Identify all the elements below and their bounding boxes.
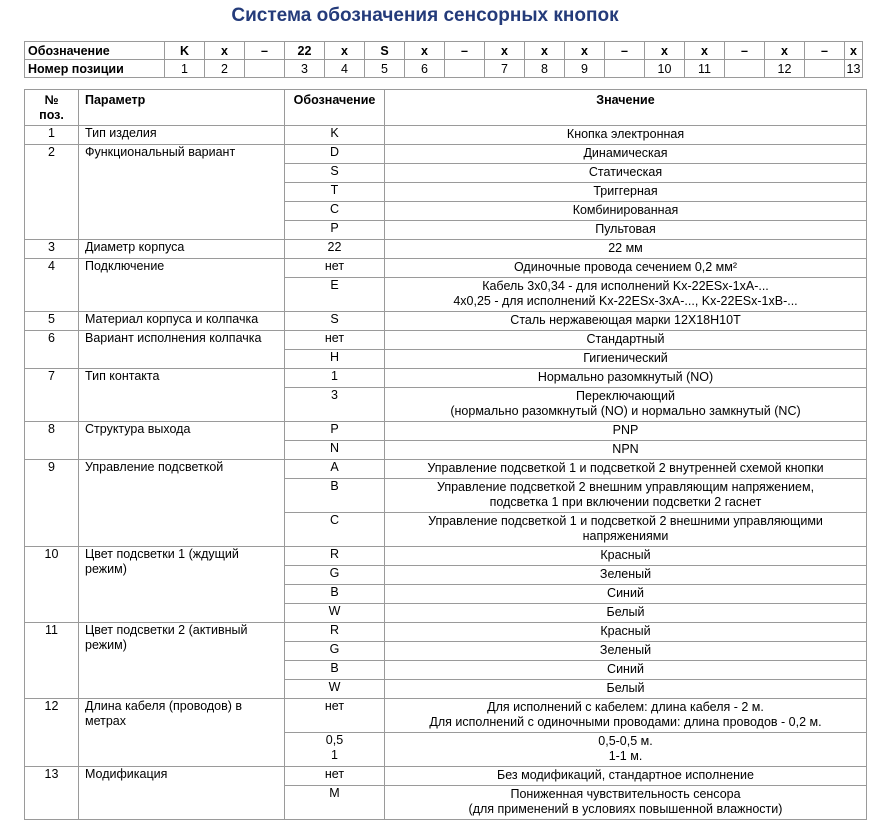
designation-value: Гигиенический [385,350,867,369]
code-cell: x [685,42,725,60]
designation-code: нет [285,259,385,278]
position-cell: 9 [565,60,605,78]
designation-code: нет [285,331,385,350]
code-cell: x [765,42,805,60]
code-cell: – [245,42,285,60]
designation-value: NPN [385,441,867,460]
code-cell: – [605,42,645,60]
code-cell: x [405,42,445,60]
parameter-spec-table [24,89,867,820]
position-number: 11 [25,623,79,699]
designation-value: Нормально разомкнутый (NO) [385,369,867,388]
designation-code: R [285,547,385,566]
designation-value: Для исполнений с кабелем: длина кабеля - 2 м. Для исполнений с одиночными проводами: длина проводов - 0,2 м. [385,699,867,733]
parameter-name: Вариант исполнения колпачка [79,331,285,369]
position-number: 4 [25,259,79,312]
parameter-name: Тип изделия [79,126,285,145]
designation-code: D [285,145,385,164]
header-value: Значение [385,90,867,126]
position-row [25,60,863,78]
code-cell: x [565,42,605,60]
designation-value: Без модификаций, стандартное исполнение [385,767,867,786]
parameter-name: Цвет подсветки 2 (активный режим) [79,623,285,699]
page-title: Система обозначения сенсорных кнопок [231,5,619,26]
code-cell: S [365,42,405,60]
position-number: 10 [25,547,79,623]
designation-value: 0,5-0,5 м. 1-1 м. [385,733,867,767]
header-num: № поз. [25,90,79,126]
table-row [25,240,867,259]
table-row [25,460,867,479]
table-row [25,145,867,164]
designation-code: S [285,312,385,331]
position-cell: 12 [765,60,805,78]
designation-code: B [285,661,385,680]
designation-code: M [285,786,385,820]
designation-code: E [285,278,385,312]
designation-value: Стандартный [385,331,867,350]
designation-value: Белый [385,604,867,623]
designation-code: 0,5 1 [285,733,385,767]
designation-code: 1 [285,369,385,388]
designation-code: H [285,350,385,369]
designation-code: 22 [285,240,385,259]
designation-value: Переключающий (нормально разомкнутый (NO) и нормально замкнутый (NC) [385,388,867,422]
position-cell [245,60,285,78]
code-row [25,42,863,60]
table-row [25,699,867,733]
designation-code: N [285,441,385,460]
code-cell: x [325,42,365,60]
header-param: Параметр [79,90,285,126]
code-cell: x [645,42,685,60]
table-row [25,331,867,350]
table-row [25,312,867,331]
designation-code: T [285,183,385,202]
position-number: 13 [25,767,79,820]
code-cell: x [485,42,525,60]
parameter-name: Длина кабеля (проводов) в метрах [79,699,285,767]
code-cell: x [845,42,863,60]
position-cell: 5 [365,60,405,78]
designation-code: 3 [285,388,385,422]
position-number: 3 [25,240,79,259]
designation-code: C [285,202,385,221]
position-cell: 1 [165,60,205,78]
parameter-name: Модификация [79,767,285,820]
designation-value: Кабель 3х0,34 - для исполнений Kx-22ESx-1xA-... 4х0,25 - для исполнений Kx-22ESx-3xA-..., Kx-22ESx-1xB-... [385,278,867,312]
table-row [25,623,867,642]
designation-value: 22 мм [385,240,867,259]
position-cell: 4 [325,60,365,78]
position-cell [605,60,645,78]
designation-code: P [285,221,385,240]
designation-value: Комбинированная [385,202,867,221]
parameter-name: Управление подсветкой [79,460,285,547]
designation-value: Триггерная [385,183,867,202]
spec-body [25,126,867,820]
position-cell: 3 [285,60,325,78]
position-cell: 6 [405,60,445,78]
designation-code: R [285,623,385,642]
position-number: 12 [25,699,79,767]
designation-code: G [285,566,385,585]
designation-value: Пультовая [385,221,867,240]
designation-value: Зеленый [385,566,867,585]
position-number: 9 [25,460,79,547]
designation-value: Пониженная чувствительность сенсора (для применений в условиях повышенной влажности) [385,786,867,820]
designation-code: A [285,460,385,479]
position-number: 8 [25,422,79,460]
table-row [25,422,867,441]
designation-value: Красный [385,623,867,642]
designation-value: PNP [385,422,867,441]
designation-code: C [285,513,385,547]
code-cell: K [165,42,205,60]
position-number: 6 [25,331,79,369]
parameter-name: Функциональный вариант [79,145,285,240]
parameter-name: Материал корпуса и колпачка [79,312,285,331]
designation-value: Кнопка электронная [385,126,867,145]
designation-code: B [285,479,385,513]
position-number: 1 [25,126,79,145]
designation-code-table [24,41,863,78]
designation-value: Одиночные провода сечением 0,2 мм² [385,259,867,278]
position-number: 5 [25,312,79,331]
code-cell: 22 [285,42,325,60]
position-cell: 10 [645,60,685,78]
spec-header-row [25,90,867,126]
designation-value: Зеленый [385,642,867,661]
table-row [25,547,867,566]
position-cell: 13 [845,60,863,78]
code-cell: – [805,42,845,60]
designation-code: P [285,422,385,441]
parameter-name: Диаметр корпуса [79,240,285,259]
position-cell: 11 [685,60,725,78]
position-cell [445,60,485,78]
designation-value: Белый [385,680,867,699]
designation-code: W [285,604,385,623]
designation-value: Красный [385,547,867,566]
parameter-name: Структура выхода [79,422,285,460]
table-row [25,126,867,145]
code-cell: x [525,42,565,60]
designation-code: W [285,680,385,699]
table-row [25,369,867,388]
designation-value: Управление подсветкой 1 и подсветкой 2 внешними управляющими напряжениями [385,513,867,547]
header-code: Обозначение [285,90,385,126]
table-row [25,259,867,278]
designation-code: нет [285,699,385,733]
parameter-name: Тип контакта [79,369,285,422]
designation-value: Синий [385,585,867,604]
designation-value: Статическая [385,164,867,183]
designation-code: B [285,585,385,604]
designation-value: Управление подсветкой 1 и подсветкой 2 внутренней схемой кнопки [385,460,867,479]
designation-value: Динамическая [385,145,867,164]
code-row-label: Обозначение [25,42,165,60]
designation-code: нет [285,767,385,786]
position-cell [805,60,845,78]
designation-code: S [285,164,385,183]
position-number: 7 [25,369,79,422]
designation-code: G [285,642,385,661]
table-row [25,767,867,786]
designation-code: K [285,126,385,145]
parameter-name: Цвет подсветки 1 (ждущий режим) [79,547,285,623]
designation-value: Сталь нержавеющая марки 12Х18Н10Т [385,312,867,331]
position-cell [725,60,765,78]
position-row-label: Номер позиции [25,60,165,78]
code-cell: – [725,42,765,60]
parameter-name: Подключение [79,259,285,312]
position-number: 2 [25,145,79,240]
designation-value: Управление подсветкой 2 внешним управляющим напряжением, подсветка 1 при включении подсветки 2 гаснет [385,479,867,513]
position-cell: 7 [485,60,525,78]
code-cell: – [445,42,485,60]
designation-value: Синий [385,661,867,680]
position-cell: 2 [205,60,245,78]
position-cell: 8 [525,60,565,78]
code-cell: x [205,42,245,60]
